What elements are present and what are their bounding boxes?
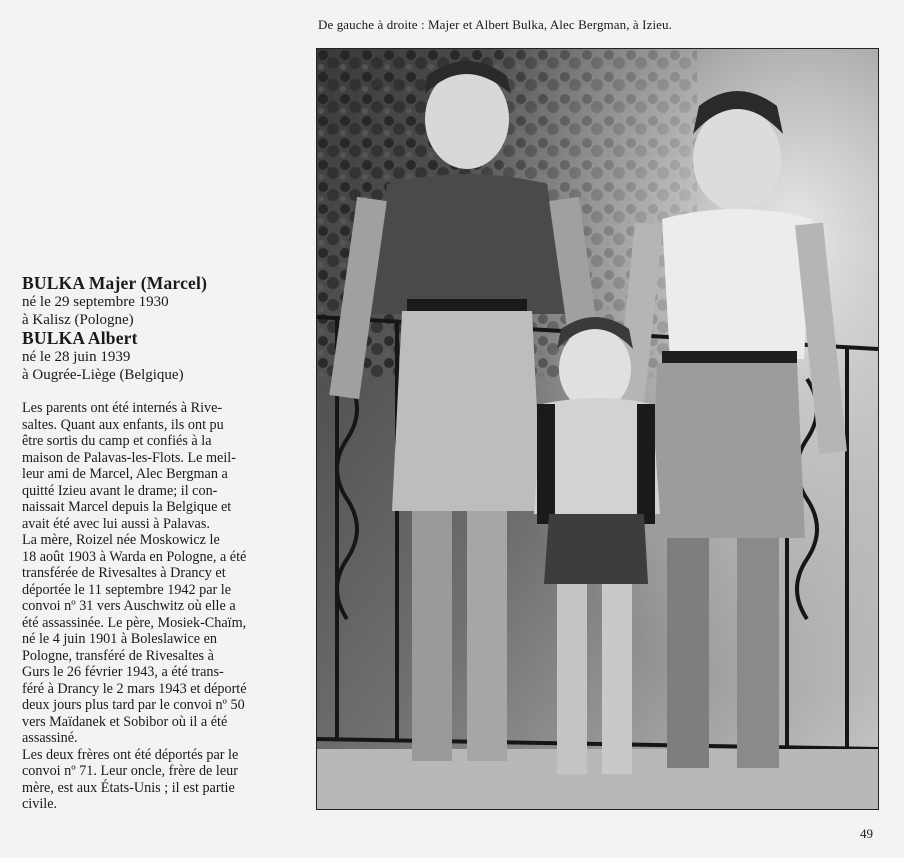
person2-name: BULKA Albert [22,328,138,348]
bio-line: mère, est aux États-Unis ; il est partie [22,779,235,796]
bio-line: convoi nº 31 vers Auschwitz où elle a [22,598,236,614]
bio-line: transférée de Rivesaltes à Drancy et [22,565,226,581]
person1-name: BULKA Majer (Marcel) [22,273,208,293]
bio-line: être sortis du camp et confiés à la [22,433,212,449]
photo-caption: De gauche à droite : Majer et Albert Bulka, Alec Bergman, à Izieu. [318,17,672,32]
person1-birth-place: à Kalisz (Pologne) [22,312,134,328]
bio-line: civile. [22,796,58,812]
bio-line: avait été avec lui aussi à Palavas. [22,515,210,532]
person2-birth-date: né le 28 juin 1939 [22,349,131,365]
bio-line: saltes. Quant aux enfants, ils ont pu [22,416,224,433]
biography-text [22,400,292,813]
bio-line: convoi nº 71. Leur oncle, frère de leur [22,763,238,779]
bio-line: La mère, Roizel née Moskowicz le [22,532,220,548]
bio-line: naissait Marcel depuis la Belgique et [22,499,232,515]
bio-line: assassiné. [22,730,78,746]
bio-line: né le 4 juin 1901 à Boleslawice en [22,631,218,647]
bio-line: deux jours plus tard par le convoi nº 50 [22,697,245,713]
bio-line: Les parents ont été internés à Rive- [22,400,223,416]
bio-line: maison de Palavas-les-Flots. Le meil- [22,449,236,466]
person1-birth-date: né le 29 septembre 1930 [22,294,169,310]
bio-line: Pologne, transféré de Rivesaltes à [22,647,214,664]
page-number: 49 [860,826,873,841]
bio-line: Gurs le 26 février 1943, a été trans- [22,664,224,680]
bio-line: leur ami de Marcel, Alec Bergman a [22,466,228,482]
photo-illustration [317,49,878,809]
person2-birth-place: à Ougrée-Liège (Belgique) [22,367,184,383]
biography-column [22,274,292,813]
photograph-three-boys [316,48,879,810]
bio-line: vers Maïdanek et Sobibor où il a été [22,713,228,730]
bio-line: Les deux frères ont été déportés par le [22,746,239,763]
bio-line: quitté Izieu avant le drame; il con- [22,482,218,499]
bio-line: féré à Drancy le 2 mars 1943 et déporté [22,680,247,697]
bio-line: été assassinée. Le père, Mosiek-Chaïm, [22,614,247,631]
bio-line: 18 août 1903 à Warda en Pologne, a été [22,548,247,565]
bio-line: déportée le 11 septembre 1942 par le [22,581,232,598]
